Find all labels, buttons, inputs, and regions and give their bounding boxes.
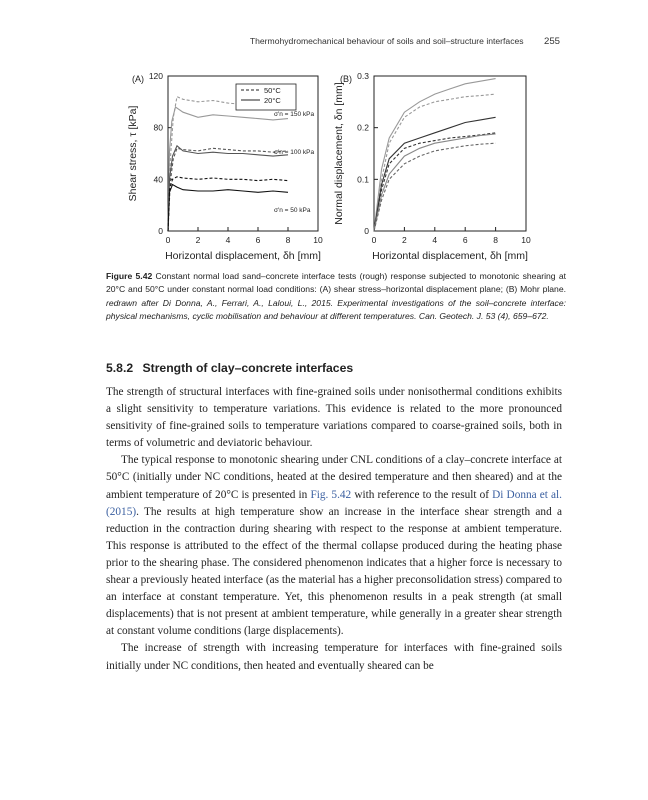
- x-tick-label: 2: [195, 235, 201, 245]
- page-number: 255: [543, 36, 560, 47]
- x-tick-label: 6: [255, 235, 261, 245]
- paragraph: [106, 452, 562, 640]
- x-tick-label: 10: [313, 235, 323, 245]
- paragraph: The increase of strength with increasing temperature for interfaces with fine-grained soils initially under NC conditions, then heated and eventually sheared can be: [106, 642, 562, 672]
- body-text: [106, 384, 562, 675]
- caption-source: redrawn after Di Donna, A., Ferrari, A., Laloui, L., 2015. Experimental investigations of the soil–concrete interface: physical mechanisms, cyclic mobilisation and behaviour at different temperatures. Can. Geotech. J. 53 (4), 659–672.: [106, 297, 566, 321]
- y-tick-label: 80: [153, 122, 163, 133]
- y-tick-label: 0: [158, 226, 163, 236]
- citation-link[interactable]: Di Donna et al. (2015): [106, 488, 562, 518]
- panel-label: (B): [340, 74, 352, 84]
- figure-svg: [96, 66, 556, 266]
- x-tick-label: 10: [521, 235, 531, 245]
- figure-5-42: [96, 66, 556, 266]
- pressure-annotation: σ′n = 100 kPa: [274, 149, 315, 156]
- section-title: Strength of clay–concrete interfaces: [142, 361, 354, 375]
- legend-label: 20°C: [264, 96, 281, 105]
- figure-caption: [106, 270, 566, 323]
- x-tick-label: 6: [462, 235, 468, 245]
- running-title: Thermohydromechanical behaviour of soils and soil–structure interfaces: [249, 36, 524, 46]
- paragraph-text: with reference to the result of: [351, 488, 493, 501]
- series-line: [168, 185, 288, 232]
- panel-label: (A): [132, 74, 144, 84]
- x-tick-label: 8: [493, 235, 498, 245]
- y-tick-label: 0.2: [357, 122, 369, 133]
- x-tick-label: 0: [165, 235, 171, 245]
- paragraph-text: . The results at high temperature show an increase in the interface shear strength and a reduction in the contraction during shearing with respect to the response at ambient temperature. This response is attributed to the effect of the thermal collapse produced during the heating phase prior to the shearing phase. The considered phenomenon indicates that a higher force is necessary to shear a previously heated interface (as the material has a higher preconsolidation stress) compared to an interface at constant temperature. Yet, this phenomenon results in a peak strength (at small displacements) that is not present at ambient temperature, while generally in a greater shear strength at constant volume conditions (large displacements).: [106, 505, 562, 638]
- pressure-annotation: σ′n = 150 kPa: [274, 111, 315, 118]
- paragraph-text: The typical response to monotonic shearing under CNL conditions of a clay–concrete interface at 50°C (initially under NC conditions, heated at the desired temperature and then sheared) and at the ambient temperature of 20°C is presented in: [106, 454, 562, 501]
- section-number: 5.8.2: [106, 361, 134, 375]
- paragraph: The strength of structural interfaces with fine-grained soils under nonisothermal conditions exhibits a slight sensitivity to temperature variations. This evidence is related to the more pronounced sensitivity of fine-grained soils to temperature variations compared to coarse-grained soils, both in terms of volumetric and deviatoric behaviour.: [106, 386, 562, 450]
- plot-frame: [374, 76, 526, 231]
- x-axis-label: Horizontal displacement, δh [mm]: [372, 250, 528, 262]
- series-line: [374, 133, 496, 231]
- y-tick-label: 0: [364, 226, 369, 236]
- x-tick-label: 8: [285, 235, 291, 245]
- y-tick-label: 40: [153, 174, 163, 185]
- series-line: [374, 117, 496, 231]
- series-line: [168, 146, 288, 231]
- x-tick-label: 2: [402, 235, 407, 245]
- y-tick-label: 0.1: [357, 174, 369, 185]
- y-tick-label: 0.3: [357, 71, 369, 81]
- caption-text: Constant normal load sand–concrete interface tests (rough) response subjected to monotonic shearing at 20°C and 50°C under constant normal load conditions: (A) shear stress–horizontal displacement plane; (B) Mohr plane.: [106, 271, 567, 295]
- running-header: [250, 36, 560, 47]
- x-tick-label: 0: [371, 235, 377, 245]
- legend-label: 50°C: [264, 86, 281, 95]
- pressure-annotation: σ′n = 50 kPa: [274, 207, 311, 214]
- series-line: [374, 79, 496, 231]
- caption-label: Figure 5.42: [106, 271, 153, 281]
- figure-link[interactable]: Fig. 5.42: [310, 488, 352, 501]
- series-line: [168, 177, 288, 231]
- y-tick-label: 120: [148, 71, 163, 81]
- x-axis-label: Horizontal displacement, δh [mm]: [165, 250, 321, 262]
- x-tick-label: 4: [225, 235, 231, 245]
- series-line: [374, 134, 496, 231]
- series-line: [374, 94, 496, 231]
- x-tick-label: 4: [432, 235, 438, 245]
- y-axis-label: Shear stress, τ [kPa]: [127, 105, 139, 202]
- y-axis-label: Normal displacement, δn [mm]: [333, 82, 345, 225]
- section-heading: [106, 361, 353, 375]
- series-line: [168, 97, 288, 231]
- series-line: [168, 107, 288, 231]
